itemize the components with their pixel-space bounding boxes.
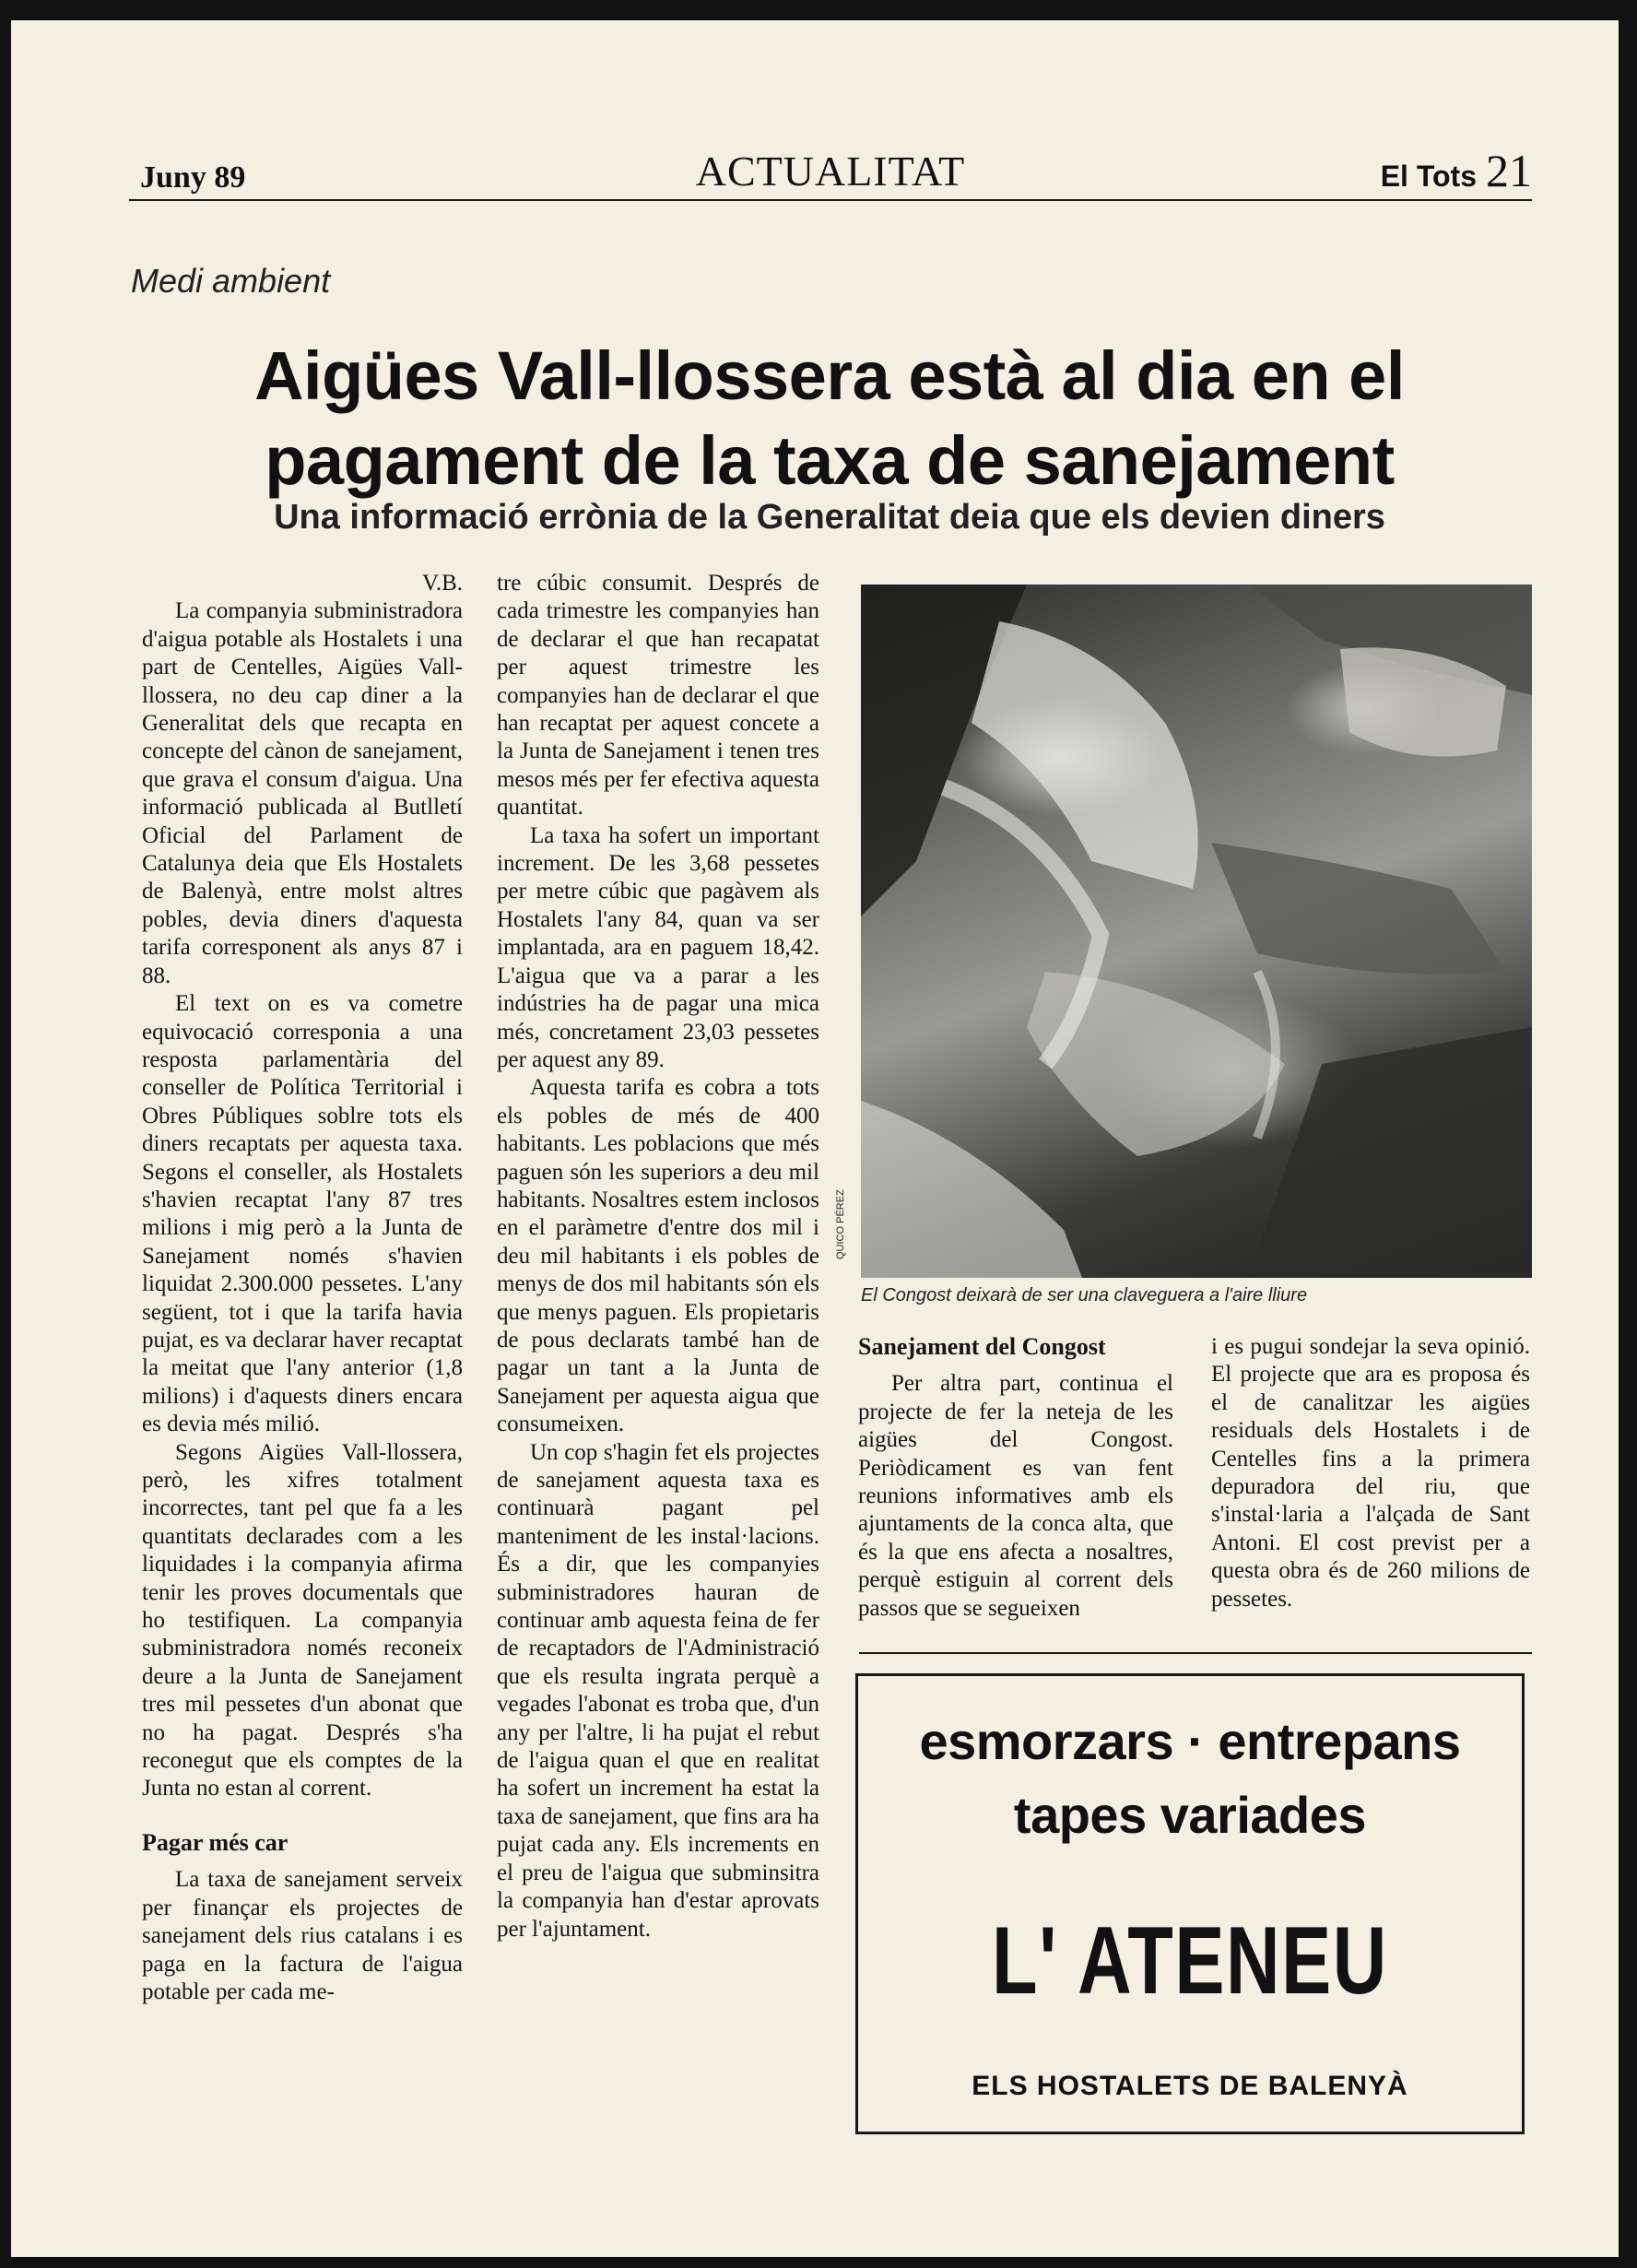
newspaper-page <box>11 20 1619 2257</box>
article-column-2 <box>497 570 819 1943</box>
paragraph: La companyia subministradora d'aigua potable als Hostalets i una part de Centelles, Aigües Vall-llossera, no deu cap diner a la Generalitat dels que recapta en concepte del cànon de sanejament, que grava el consum d'aigua. Una informació publicada al Butlletí Oficial del Parlament de Catalunya deia que Els Hostalets de Balenyà, entre molst altres pobles, devia diners d'aquesta tarifa corresponent als anys 87 i 88. <box>142 598 463 988</box>
paragraph: La taxa ha sofert un important increment. De les 3,68 pessetes per metre cúbic que pagàvem als Hostalets l'any 84, quan va ser implantada, ara en paguem 18,42. L'aigua que va a parar a les indústries ha de pagar una mica més, concretament 23,03 pessetes per aquest any 89. <box>497 822 819 1072</box>
article-column-4 <box>1211 1333 1530 1613</box>
advertisement-box <box>855 1673 1525 2134</box>
paragraph: tre cúbic consumit. Després de cada trimestre les companyies han de declarar el que han recapatat per aquest trimestre les companyies han de declarar el que han recaptat per aquest concete a la Junta de Sanejament i tenen tres mesos més per fer efectiva aquesta quantitat. <box>497 571 819 821</box>
article-subhead: Una informació errònia de la Generalitat deia que els devien diners <box>274 498 1385 537</box>
section-title: ACTUALITAT <box>695 148 966 195</box>
publication-masthead <box>1381 144 1532 197</box>
ad-location: ELS HOSTALETS DE BALENYÀ <box>972 2071 1408 2101</box>
paragraph: El text on es va cometre equivocació corresponia a una resposta parlamentària del conseller de Política Territorial i Obres Públiques soblre tots els diners recaptats per aquesta taxa. Segons el conseller, als Hostalets s'havien recaptat l'any 87 tres milions i mig però a la Junta de Sanejament només s'havien liquidat 2.300.000 pessetes. L'any següent, tot i que la tarifa havia pujat, es va declarar haver recaptat la meitat que l'any anterior (1,8 milions) i d'aquests diners encara es devia més milió. <box>142 991 463 1437</box>
paragraph: i es pugui sondejar la seva opinió. El projecte que ara es proposa és el de canalitzar les aigües residuals dels Hostalets i de Centelles fins a la primera depuradora del riu, que s'instal·laria a l'alçada de Sant Antoni. El cost previst per a questa obra és de 260 milions de pessetes. <box>1211 1334 1530 1612</box>
paragraph: Per altra part, continua el projecte de fer la neteja de les aigües del Congost. Periòdicament es van fent reunions informatives amb els ajuntaments de la conca alta, que és la que ens afecta a nosaltres, perquè estiguin al corrent dels passos que se segueixen <box>858 1371 1173 1621</box>
article-kicker: Medi ambient <box>131 262 331 300</box>
photo-caption: El Congost deixarà de ser una claveguera a l'aire lliure <box>861 1285 1308 1305</box>
paragraph: Aquesta tarifa es cobra a tots els pobles de més de 400 habitants. Les poblacions que més paguen són les superiors a deu mil habitants. Nosaltres estem inclosos en el paràmetre d'entre dos mil i deu mil habitants i els pobles de menys de dos mil habitants són els que menys paguen. Els propietaris de pous declarats també han de pagar un tant a la Junta de Sanejament per aquesta aigua que consumeixen. <box>497 1075 819 1437</box>
paragraph: Segons Aigües Vall-llossera, però, les xifres totalment incorrectes, tant pel que fa a les quantitats declarades com a les liquidades i la companyia afirma tenir les proves documentals que ho testifiquen. La companyia subministradora només reconeix deure a la Junta de Sanejament tres mil pessetes d'un abonat que no ha pagat. Després s'ha reconegut que els comptes de la Junta no estan al corrent. <box>142 1439 463 1801</box>
article-headline: Aigües Vall-llossera està al dia en el pagament de la taxa de sanejament <box>254 337 1405 499</box>
section-subtitle: Sanejament del Congost <box>858 1333 1106 1360</box>
article-column-1 <box>142 570 463 2006</box>
publication-name: El Tots <box>1380 159 1477 193</box>
ad-line-1: esmorzars · entrepans <box>919 1712 1461 1770</box>
issue-date: Juny 89 <box>140 160 246 195</box>
article-column-3 <box>858 1333 1173 1623</box>
photo-credit: QUICO PÉREZ <box>835 1189 846 1259</box>
section-subtitle: Pagar més car <box>142 1828 289 1856</box>
divider <box>859 1652 1532 1654</box>
byline: V.B. <box>421 571 463 596</box>
page-number: 21 <box>1486 145 1532 196</box>
ad-business-name: L' ATENEU <box>992 1908 1388 2014</box>
paragraph: Un cop s'hagin fet els projectes de sanejament aquesta taxa es continuarà pagant pel manteniment de les instal·lacions. És a dir, que les companyies subministradores hauran de continuar amb aquesta feina de fer de recaptadors de l'Administració que els resulta ingrata perquè a vegades l'abonat es troba que, d'un any per l'altre, li ha pujat el rebut de l'aigua quan el que en realitat ha sofert un increment ha estat la taxa de sanejament, que fins ara ha pujat cada any. Els increments en el preu de l'aigua que subminsitra la companyia han d'estar aprovats per l'ajuntament. <box>497 1439 819 1942</box>
ad-line-2: tapes variades <box>1013 1786 1367 1844</box>
river-photo-graphic <box>861 585 1532 1278</box>
page-header <box>129 140 1532 201</box>
paragraph: La taxa de sanejament serveix per finançar els projectes de sanejament dels rius catalans i es paga en la factura de l'aigua potable per cada me- <box>142 1867 463 2004</box>
river-photo <box>861 585 1532 1278</box>
